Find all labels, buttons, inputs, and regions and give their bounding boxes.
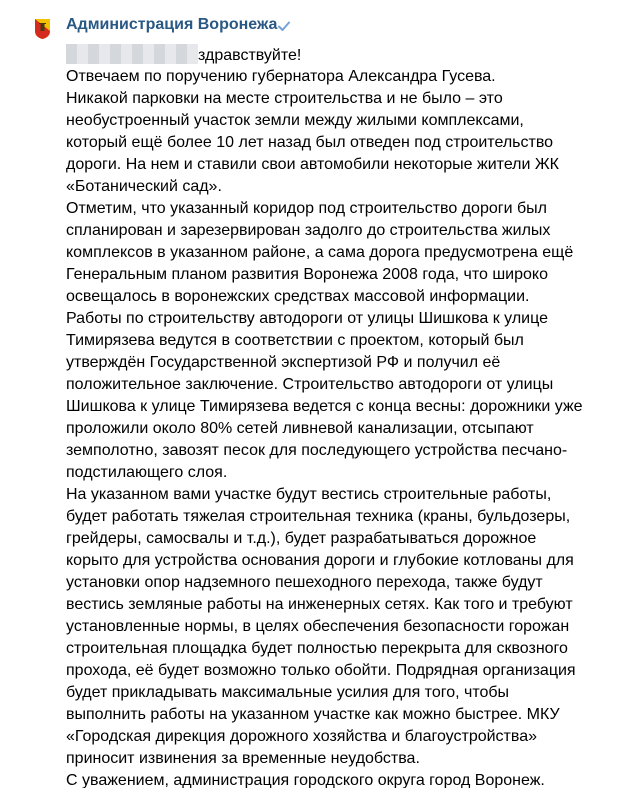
text-line: освещалось в воронежских средствах массовой информации. bbox=[66, 288, 530, 305]
text-line: «Ботанический сад». bbox=[66, 178, 222, 195]
text-line: Отвечаем по поручению губернатора Александра Гусева. bbox=[66, 68, 496, 85]
text-line: вестись земляные работы на инженерных сетях. Как того и требуют bbox=[66, 596, 573, 613]
text-line: утверждён Государственной экспертизой РФ и получил её bbox=[66, 354, 501, 371]
text-line: приносит извинения за временные неудобства. bbox=[66, 750, 420, 767]
redacted-name bbox=[66, 44, 198, 64]
text-line: положительное заключение. Строительство автодороги от улицы bbox=[66, 376, 554, 393]
text-line: На указанном вами участке будут вестись строительные работы, bbox=[66, 486, 552, 503]
post-text bbox=[66, 44, 622, 788]
text-line: Работы по строительству автодороги от улицы Шишкова к улице bbox=[66, 310, 548, 327]
text-line: С уважением, администрация городского округа город Воронеж. bbox=[66, 772, 545, 788]
text-line: «Городская дирекция дорожного хозяйства и благоустройства» bbox=[66, 728, 537, 745]
text-line: дороги. На нем и ставили свои автомобили некоторые жители ЖК bbox=[66, 156, 559, 173]
text-line: выполнить работы на указанном участке как можно быстрее. МКУ bbox=[66, 706, 560, 723]
text-line: Шишкова к улице Тимирязева ведется с конца весны: дорожники уже bbox=[66, 398, 583, 415]
text-line: будет прикладывать максимальные усилия для того, чтобы bbox=[66, 684, 510, 701]
text-line: корыто для устройства основания дороги и глубокие котлованы для bbox=[66, 552, 574, 569]
text-line: земполотно, завозят песок для последующего устройства песчано- bbox=[66, 442, 568, 459]
text-line: установленные нормы, в целях обеспечения безопасности горожан bbox=[66, 618, 570, 635]
greeting-line bbox=[66, 44, 622, 66]
text-line: строительная площадка будет полностью перекрыта для сквозного bbox=[66, 640, 568, 657]
text-line: Никакой парковки на месте строительства и не было – это bbox=[66, 90, 503, 107]
text-line: спланирован и зарезервирован задолго до строительства жилых bbox=[66, 222, 551, 239]
text-line: установки опор надземного пешеходного перехода, также будут bbox=[66, 574, 543, 591]
text-line: Тимирязева ведутся в соответствии с проектом, который был bbox=[66, 332, 524, 349]
author-name[interactable]: Администрация Воронежа bbox=[66, 16, 278, 33]
text-line: подстилающего слоя. bbox=[66, 464, 228, 481]
text-line: будет работать тяжелая строительная техника (краны, бульдозеры, bbox=[66, 508, 571, 525]
text-line: грейдеры, самосвалы и т.д.), будет разрабатываться дорожное bbox=[66, 530, 537, 547]
text-line: необустроенный участок земли между жилыми комплексами, bbox=[66, 112, 524, 129]
text-line: Генеральным планом развития Воронежа 2008 года, что широко bbox=[66, 266, 548, 283]
greeting-text: здравствуйте! bbox=[198, 47, 302, 64]
city-coat-of-arms-icon[interactable] bbox=[34, 18, 51, 40]
check-mark-icon bbox=[277, 19, 291, 33]
text-line: проложили около 80% сетей ливневой канализации, отсыпают bbox=[66, 420, 534, 437]
text-line: комплексов в указанном районе, а сама дорога предусмотрена ещё bbox=[66, 244, 574, 261]
text-line: который ещё более 10 лет назад был отведен под строительство bbox=[66, 134, 554, 151]
text-line: Отметим, что указанный коридор под строительство дороги был bbox=[66, 200, 547, 217]
text-line: прохода, её будет возможно только обойти. Подрядная организация bbox=[66, 662, 576, 679]
